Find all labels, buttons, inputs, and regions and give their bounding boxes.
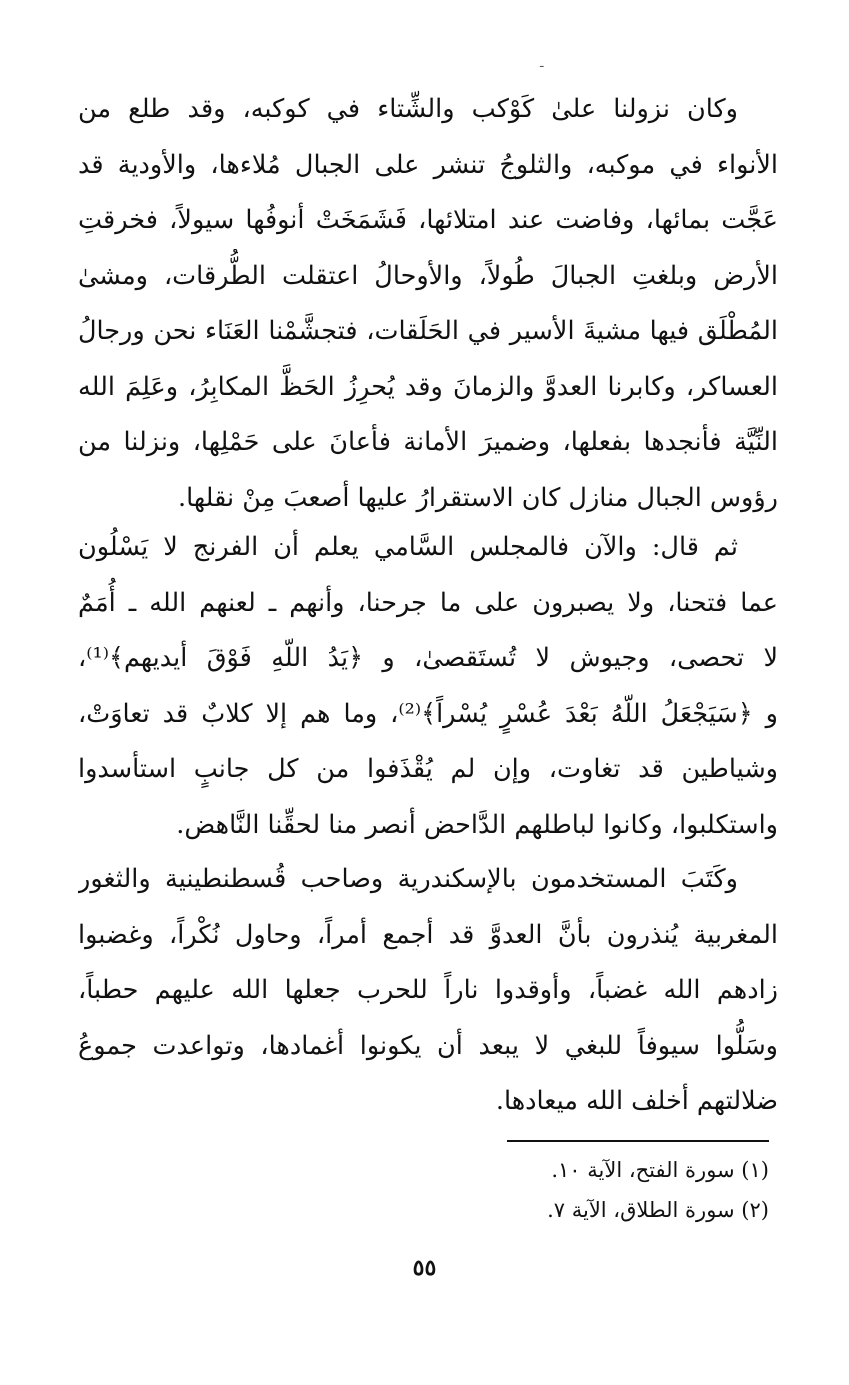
text-line: واستكلبوا، وكانوا لباطلهم الدَّاحض أنصر منا لحقِّنا النَّاهض. — [176, 809, 778, 840]
footnote-divider — [507, 1140, 769, 1142]
footnotes — [420, 1150, 769, 1230]
page-number: ٥٥ — [412, 1255, 437, 1281]
text-line: النِّيَّة فأنجدها بفعلها، وضميرَ الأمانة فأعانَ على حَمْلِها، ونزلنا من — [78, 427, 778, 457]
text-line: وسَلُّوا سيوفاً للبغي لا يبعد أن يكونوا أغمادها، وتواعدت جموعُ — [78, 1030, 778, 1061]
text-line: الأنواء في موكبه، والثلوجُ تنشر على الجبال مُلاءها، والأودية قد — [78, 149, 778, 180]
text-line: ثم قال: والآن فالمجلس السَّامي يعلم أن الفرنج لا يَسْلُون — [78, 532, 738, 562]
text-line: عما فتحنا، ولا يصبرون على ما جرحنا، وأنهم ـ لعنهم الله ـ أُمَمٌ — [78, 587, 778, 618]
text-line: عَجَّت بمائها، وفاضت عند امتلائها، فَشَمَخَتْ أنوفُها سيولاً، فخرقتِ — [78, 205, 778, 235]
text-line: وشياطين قد تغاوت، وإن لم يُقْذَفوا من كل جانبٍ استأسدوا — [78, 754, 778, 784]
text-line: وكان نزولنا علىٰ كَوْكب والشِّتاء في كوكبه، وقد طلع من — [78, 94, 738, 124]
paragraph-3 — [78, 852, 778, 1130]
paragraph-2 — [78, 520, 778, 853]
paragraph-1 — [78, 82, 778, 526]
text-line: الأرض وبلغتِ الجبالَ طُولاً، والأوحالُ اعتقلت الطُّرقات، ومشىٰ — [78, 260, 778, 291]
text-line: المغربية يُنذرون بأنَّ العدوَّ قد أجمع أمراً، وحاول نُكْراً، وغضبوا — [78, 919, 778, 950]
footnote-1: (١) سورة الفتح، الآية ١٠. — [551, 1158, 769, 1182]
text-line: زادهم الله غضباً، وأوقدوا ناراً للحرب جعلها الله عليهم حطباً، — [78, 975, 778, 1005]
text-line: المُطْلَق فيها مشيةَ الأسير في الحَلَقات، فتجشَّمْنا العَنَاء نحن ورجالُ — [78, 316, 778, 346]
text-line: وكَتَبَ المستخدمون بالإسكندرية وصاحب قُسطنطينية والثغور — [78, 864, 738, 894]
text-line: و ﴿سَيَجْعَلُ اللّهُ بَعْدَ عُسْرٍ يُسْراً﴾⁽²⁾، وما هم إلا كلابٌ قد تعاوَتْ، — [78, 698, 778, 729]
text-line: العساكر، وكابرنا العدوَّ والزمانَ وقد يُحرِزُ الحَظَّ المكابِرُ، وعَلِمَ الله — [78, 371, 778, 402]
text-line: ضلالتهم أخلف الله ميعادها. — [495, 1086, 778, 1116]
text-line: رؤوس الجبال منازل كان الاستقرارُ عليها أصعبَ مِنْ نقلها. — [178, 482, 778, 513]
text-line: لا تحصى، وجيوش لا تُستَقصىٰ، و ﴿يَدُ اللّهِ فَوْقَ أيديهم﴾⁽¹⁾، — [78, 643, 778, 673]
top-mark: ـ — [540, 56, 544, 70]
footnote-2: (٢) سورة الطلاق، الآية ٧. — [547, 1198, 769, 1222]
